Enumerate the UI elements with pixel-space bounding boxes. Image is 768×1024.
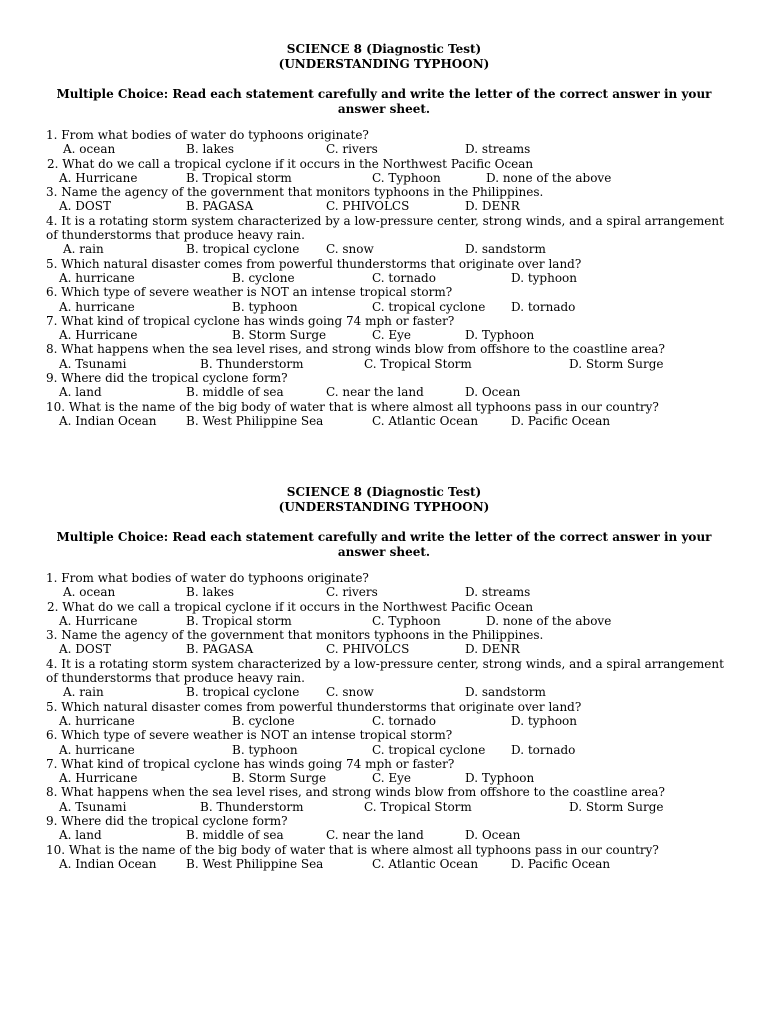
option-d: D. DENR xyxy=(465,642,520,657)
option-c: C. Typhoon xyxy=(372,170,441,185)
option-b: B. tropical cyclone xyxy=(186,242,300,257)
option-a: A. land xyxy=(59,828,102,843)
question-4: 4. It is a rotating storm system characterized by a low-pressure center, strong winds, and a spiral arrangement of thunderstorms that produce heavy rain. xyxy=(46,213,724,243)
option-c: C. Eye xyxy=(372,328,412,343)
option-d: D. none of the above xyxy=(486,170,612,185)
option-c: C. tropical cyclone xyxy=(372,742,486,757)
option-b: B. Storm Surge xyxy=(232,771,327,786)
option-c: C. tornado xyxy=(372,270,436,285)
option-b: B. middle of sea xyxy=(186,828,284,843)
question-6: 6. Which type of severe weather is NOT an intense tropical storm? xyxy=(46,728,453,743)
option-a: A. Tsunami xyxy=(59,356,127,371)
question-3-options xyxy=(0,642,768,656)
question-4-options xyxy=(0,685,768,699)
option-a: A. rain xyxy=(63,242,104,257)
option-b: B. tropical cyclone xyxy=(186,685,300,700)
option-a: A. Hurricane xyxy=(59,613,138,628)
option-b: B. cyclone xyxy=(232,270,295,285)
question-9: 9. Where did the tropical cyclone form? xyxy=(46,814,288,829)
test-title: SCIENCE 8 (Diagnostic Test) xyxy=(286,42,482,56)
option-d: D. Ocean xyxy=(465,385,521,400)
option-a: A. hurricane xyxy=(59,713,135,728)
question-8: 8. What happens when the sea level rises, and strong winds blow from offshore to the coastline area? xyxy=(46,342,665,357)
question-4-options xyxy=(0,242,768,256)
option-b: B. Tropical storm xyxy=(186,613,292,628)
option-c: C. tropical cyclone xyxy=(372,299,486,314)
question-1: 1. From what bodies of water do typhoons originate? xyxy=(46,571,369,585)
option-c: C. tornado xyxy=(372,713,436,728)
question-7-options xyxy=(0,771,768,785)
option-d: D. tornado xyxy=(511,299,576,314)
question-8-options xyxy=(0,357,768,371)
option-a: A. ocean xyxy=(63,142,116,157)
option-d: D. typhoon xyxy=(511,713,578,728)
option-c: C. Typhoon xyxy=(372,613,441,628)
option-d: D. none of the above xyxy=(486,613,612,628)
option-c: C. Atlantic Ocean xyxy=(372,856,479,871)
instructions: Multiple Choice: Read each statement carefully and write the letter of the correct answer in your answer sheet. xyxy=(56,530,712,559)
option-c: C. rivers xyxy=(326,585,378,600)
option-b: B. typhoon xyxy=(232,299,298,314)
option-a: A. DOST xyxy=(59,199,111,214)
option-d: D. sandstorm xyxy=(465,685,546,700)
option-c: C. snow xyxy=(326,685,374,700)
question-7: 7. What kind of tropical cyclone has winds going 74 mph or faster? xyxy=(46,756,455,771)
option-d: D. DENR xyxy=(465,199,520,214)
test-copy-2 xyxy=(0,485,768,871)
question-list xyxy=(0,571,768,871)
option-d: D. Pacific Ocean xyxy=(511,856,611,871)
question-4: 4. It is a rotating storm system characterized by a low-pressure center, strong winds, and a spiral arrangement of thunderstorms that produce heavy rain. xyxy=(46,656,724,686)
option-a: A. hurricane xyxy=(59,742,135,757)
option-b: B. Tropical storm xyxy=(186,170,292,185)
option-b: B. typhoon xyxy=(232,742,298,757)
option-a: A. land xyxy=(59,385,102,400)
question-8-options xyxy=(0,800,768,814)
option-b: B. lakes xyxy=(186,142,234,157)
option-a: A. ocean xyxy=(63,585,116,600)
question-list xyxy=(0,128,768,428)
option-d: D. Storm Surge xyxy=(569,799,664,814)
option-c: C. Atlantic Ocean xyxy=(372,413,479,428)
option-c: C. near the land xyxy=(326,385,424,400)
option-b: B. Storm Surge xyxy=(232,328,327,343)
question-9-options xyxy=(0,828,768,842)
option-c: C. PHIVOLCS xyxy=(326,199,410,214)
option-d: D. typhoon xyxy=(511,270,578,285)
test-title: SCIENCE 8 (Diagnostic Test) xyxy=(286,485,482,499)
option-b: B. PAGASA xyxy=(186,199,254,214)
question-7-options xyxy=(0,328,768,342)
option-a: A. Hurricane xyxy=(59,771,138,786)
question-2: 2. What do we call a tropical cyclone if it occurs in the Northwest Pacific Ocean xyxy=(47,156,534,171)
question-10-options xyxy=(0,414,768,428)
option-a: A. Hurricane xyxy=(59,170,138,185)
option-a: A. rain xyxy=(63,685,104,700)
option-d: D. streams xyxy=(465,585,531,600)
question-3-options xyxy=(0,199,768,213)
question-10: 10. What is the name of the big body of water that is where almost all typhoons pass in our country? xyxy=(46,842,659,857)
option-b: B. middle of sea xyxy=(186,385,284,400)
option-c: C. snow xyxy=(326,242,374,257)
question-6: 6. Which type of severe weather is NOT an intense tropical storm? xyxy=(46,285,453,300)
question-7: 7. What kind of tropical cyclone has winds going 74 mph or faster? xyxy=(46,313,455,328)
option-b: B. West Philippine Sea xyxy=(186,856,324,871)
option-b: B. lakes xyxy=(186,585,234,600)
question-10: 10. What is the name of the big body of water that is where almost all typhoons pass in our country? xyxy=(46,399,659,414)
option-a: A. DOST xyxy=(59,642,111,657)
option-c: C. PHIVOLCS xyxy=(326,642,410,657)
question-3: 3. Name the agency of the government that monitors typhoons in the Philippines. xyxy=(46,628,544,643)
question-5-options xyxy=(0,271,768,285)
question-6-options xyxy=(0,300,768,314)
option-b: B. cyclone xyxy=(232,713,295,728)
option-b: B. Thunderstorm xyxy=(200,356,304,371)
question-1-options xyxy=(0,142,768,156)
question-5-options xyxy=(0,714,768,728)
option-b: B. West Philippine Sea xyxy=(186,413,324,428)
test-copy-1 xyxy=(0,42,768,428)
question-2-options xyxy=(0,614,768,628)
question-2-options xyxy=(0,171,768,185)
option-d: D. sandstorm xyxy=(465,242,546,257)
option-d: D. tornado xyxy=(511,742,576,757)
option-c: C. Tropical Storm xyxy=(364,356,472,371)
option-d: D. Typhoon xyxy=(465,328,535,343)
question-10-options xyxy=(0,857,768,871)
option-c: C. near the land xyxy=(326,828,424,843)
option-d: D. streams xyxy=(465,142,531,157)
option-c: C. Tropical Storm xyxy=(364,799,472,814)
question-5: 5. Which natural disaster comes from powerful thunderstorms that originate over land? xyxy=(46,256,582,271)
question-9: 9. Where did the tropical cyclone form? xyxy=(46,371,288,386)
question-3: 3. Name the agency of the government that monitors typhoons in the Philippines. xyxy=(46,185,544,200)
option-a: A. Hurricane xyxy=(59,328,138,343)
question-1: 1. From what bodies of water do typhoons originate? xyxy=(46,128,369,142)
option-c: C. Eye xyxy=(372,771,412,786)
option-a: A. hurricane xyxy=(59,270,135,285)
question-6-options xyxy=(0,743,768,757)
option-d: D. Ocean xyxy=(465,828,521,843)
option-a: A. Indian Ocean xyxy=(59,856,157,871)
option-d: D. Storm Surge xyxy=(569,356,664,371)
test-subtitle: (UNDERSTANDING TYPHOON) xyxy=(278,500,490,514)
option-a: A. Tsunami xyxy=(59,799,127,814)
question-9-options xyxy=(0,385,768,399)
question-2: 2. What do we call a tropical cyclone if it occurs in the Northwest Pacific Ocean xyxy=(47,599,534,614)
instructions: Multiple Choice: Read each statement carefully and write the letter of the correct answer in your answer sheet. xyxy=(56,87,712,116)
option-b: B. PAGASA xyxy=(186,642,254,657)
test-subtitle: (UNDERSTANDING TYPHOON) xyxy=(278,57,490,71)
option-d: D. Pacific Ocean xyxy=(511,413,611,428)
option-a: A. Indian Ocean xyxy=(59,413,157,428)
option-a: A. hurricane xyxy=(59,299,135,314)
question-8: 8. What happens when the sea level rises, and strong winds blow from offshore to the coastline area? xyxy=(46,785,665,800)
question-1-options xyxy=(0,585,768,599)
option-d: D. Typhoon xyxy=(465,771,535,786)
option-b: B. Thunderstorm xyxy=(200,799,304,814)
question-5: 5. Which natural disaster comes from powerful thunderstorms that originate over land? xyxy=(46,699,582,714)
option-c: C. rivers xyxy=(326,142,378,157)
